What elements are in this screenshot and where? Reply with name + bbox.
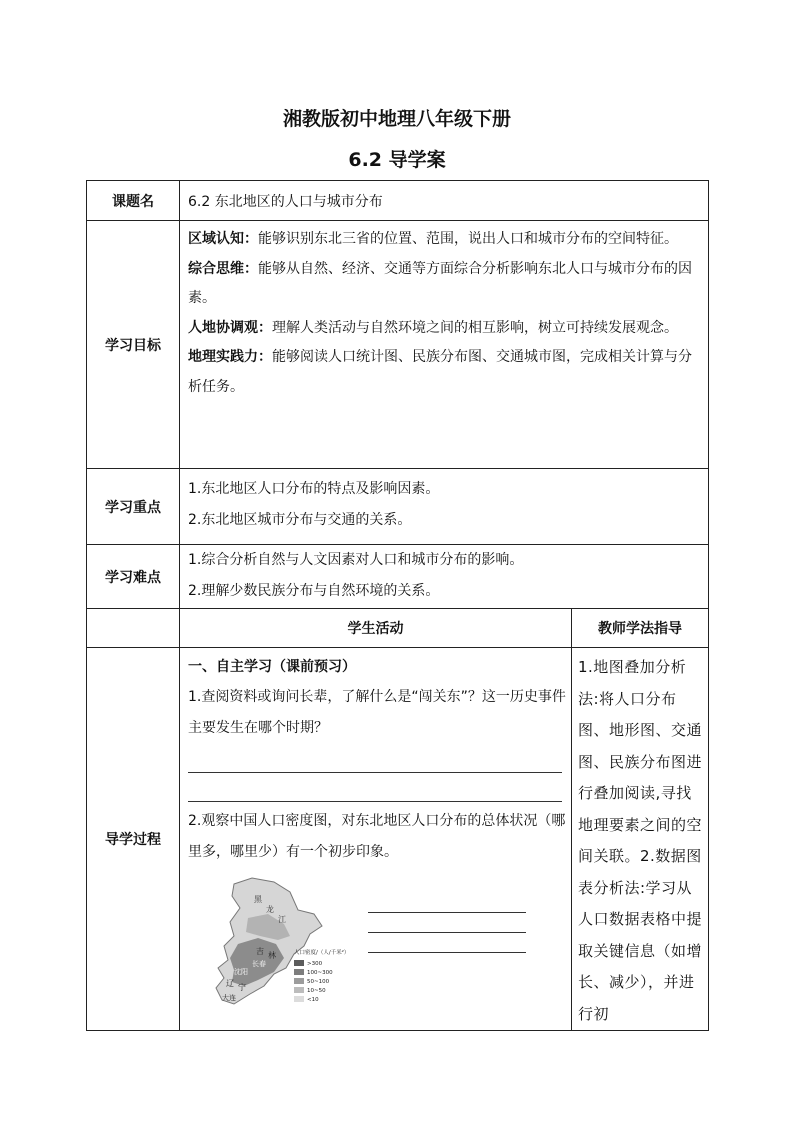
document-subtitle: 6.2 导学案 bbox=[348, 149, 446, 171]
difficulty-item: 1.综合分析自然与人文因素对人口和城市分布的影响。 bbox=[188, 552, 524, 568]
section-heading: 一、自主学习（课前预习） bbox=[188, 659, 356, 675]
legend-swatch bbox=[294, 987, 304, 993]
topic-value: 6.2 东北地区的人口与城市分布 bbox=[188, 193, 383, 210]
document-title: 湘教版初中地理八年级下册 bbox=[282, 108, 511, 130]
objectives-list bbox=[180, 221, 708, 402]
topic-label: 课题名 bbox=[87, 181, 180, 221]
map-area bbox=[188, 874, 566, 1014]
student-activity-content bbox=[180, 648, 571, 1014]
objective-item: 综合思维：能够从自然、经济、交通等方面综合分析影响东北人口与城市分布的因素。 bbox=[188, 260, 692, 306]
population-density-map bbox=[194, 874, 364, 1014]
row-objectives bbox=[87, 221, 709, 469]
map-label: 沈阳 bbox=[234, 968, 248, 976]
teacher-guide-header: 教师学法指导 bbox=[572, 609, 709, 648]
legend-swatch bbox=[294, 996, 304, 1002]
map-label: 黑 bbox=[254, 895, 262, 904]
row-difficulties bbox=[87, 545, 709, 609]
key-points-list bbox=[180, 469, 708, 536]
student-activity-header: 学生活动 bbox=[180, 609, 572, 648]
difficulties-label: 学习难点 bbox=[87, 545, 180, 609]
lesson-table bbox=[86, 180, 709, 1031]
legend-swatch bbox=[294, 978, 304, 984]
objective-item: 区域认知：能够识别东北三省的位置、范围，说出人口和城市分布的空间特征。 bbox=[188, 231, 678, 247]
map-label: 大连 bbox=[222, 994, 236, 1002]
row-topic bbox=[87, 181, 709, 221]
legend-title: 人口密度/（人/千米²） bbox=[294, 950, 350, 956]
objective-item: 人地协调观：理解人类活动与自然环境之间的相互影响，树立可持续发展观念。 bbox=[188, 319, 678, 336]
map-label: 林 bbox=[268, 951, 276, 960]
question-2: 2.观察中国人口密度图，对东北地区人口分布的总体状况（哪里多，哪里少）有一个初步印象。 bbox=[188, 813, 566, 860]
objective-item: 地理实践力：能够阅读人口统计图、民族分布图、交通城市图，完成相关计算与分析任务。 bbox=[188, 349, 692, 395]
question-1: 1.查阅资料或询问长辈，了解什么是“闯关东”？这一历史事件主要发生在哪个时期？ bbox=[188, 689, 566, 736]
legend-label: 100~300 bbox=[307, 970, 333, 976]
difficulties-list bbox=[180, 545, 708, 607]
legend-swatch bbox=[294, 960, 304, 966]
key-points-label: 学习重点 bbox=[87, 469, 180, 545]
map-label: 吉 bbox=[256, 947, 264, 956]
map-label: 江 bbox=[278, 915, 286, 924]
legend-label: >300 bbox=[307, 961, 323, 967]
map-label: 龙 bbox=[266, 905, 274, 914]
row-key-points bbox=[87, 469, 709, 545]
legend-swatch bbox=[294, 969, 304, 975]
process-label: 导学过程 bbox=[87, 648, 180, 1031]
row-process bbox=[87, 648, 709, 1031]
key-point-item: 2.东北地区城市分布与交通的关系。 bbox=[188, 512, 412, 528]
row-column-headers bbox=[87, 609, 709, 648]
answer-line bbox=[188, 773, 562, 802]
answer-line bbox=[368, 912, 526, 913]
legend-label: 10~50 bbox=[307, 988, 326, 994]
map-label: 长春 bbox=[252, 960, 266, 968]
teacher-guide-content: 1.地图叠加分析法:将人口分布图、地形图、交通图、民族分布图进行叠加阅读,寻找地理要素之间的空间关联。2.数据图表分析法:学习从人口数据表格中提取关键信息（如增长、减少），并进行初 bbox=[578, 658, 703, 1023]
answer-line bbox=[368, 952, 526, 953]
answer-line bbox=[188, 744, 562, 773]
map-label: 宁 bbox=[238, 983, 246, 992]
key-point-item: 1.东北地区人口分布的特点及影响因素。 bbox=[188, 481, 440, 497]
map-label: 辽 bbox=[226, 979, 234, 988]
difficulty-item: 2.理解少数民族分布与自然环境的关系。 bbox=[188, 583, 440, 599]
legend-label: 50~100 bbox=[307, 979, 330, 985]
legend-label: <10 bbox=[307, 997, 319, 1003]
answer-line bbox=[368, 932, 526, 933]
objectives-label: 学习目标 bbox=[87, 221, 180, 469]
